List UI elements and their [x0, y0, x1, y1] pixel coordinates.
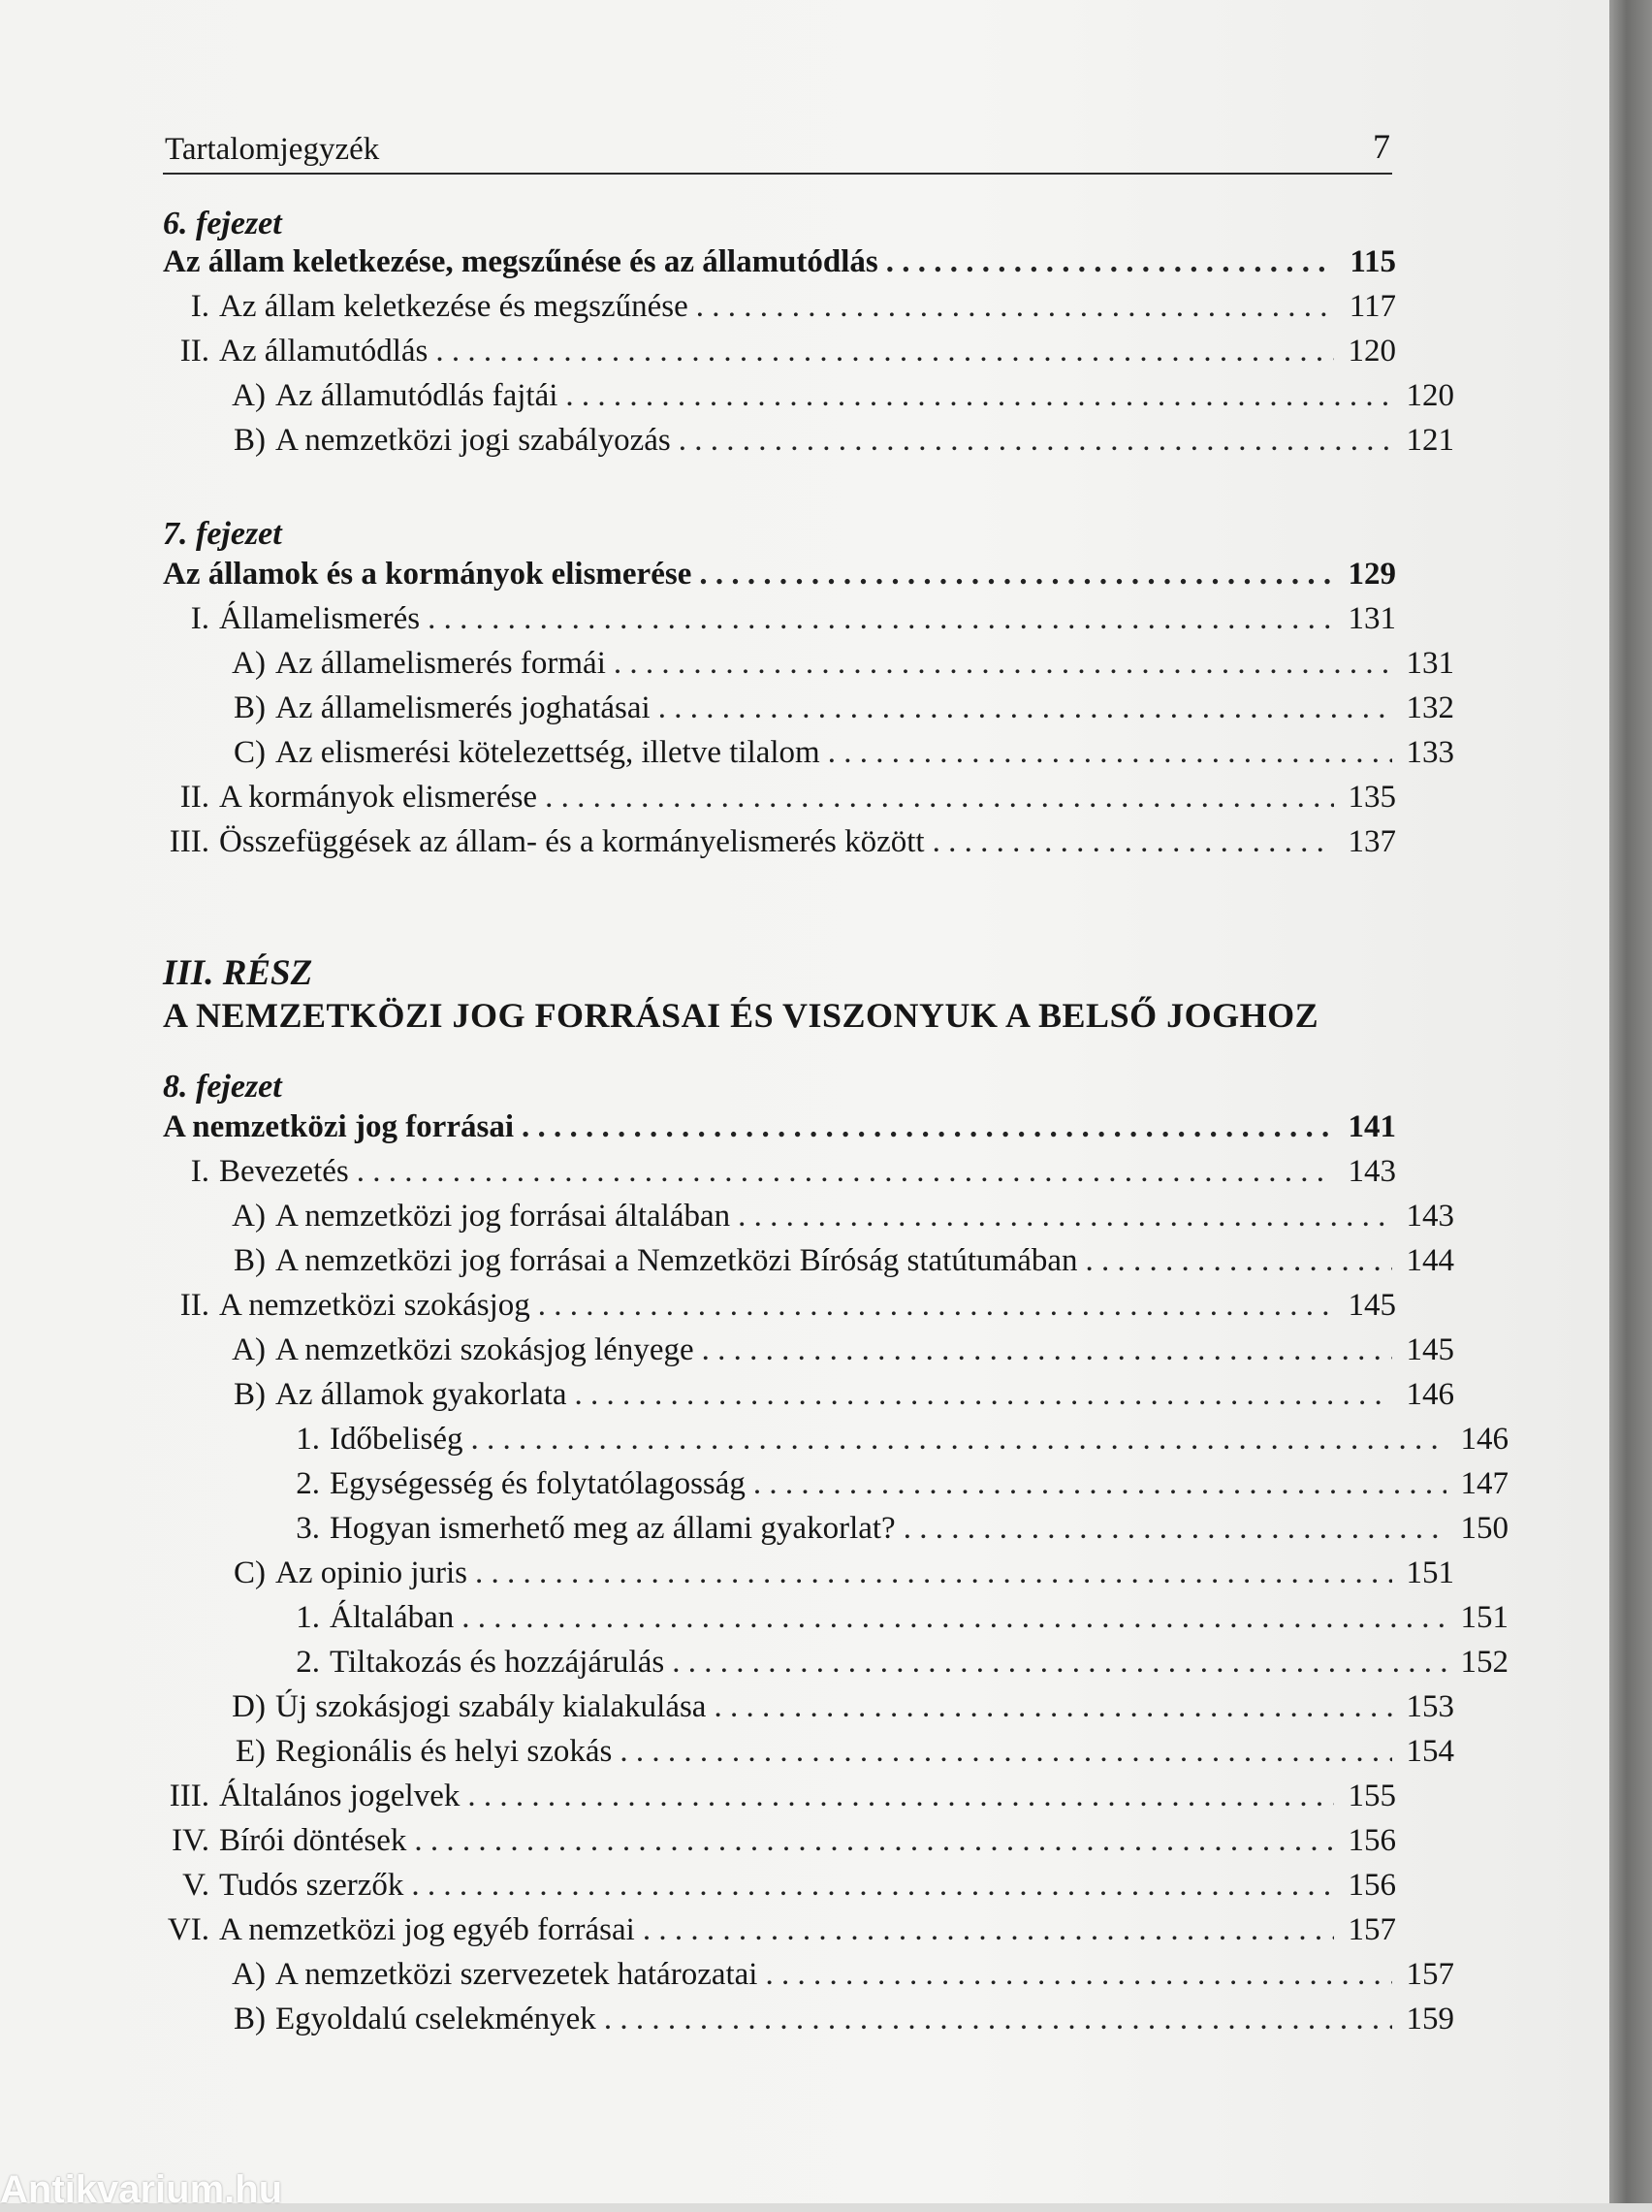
- dot-leader: [470, 1422, 1446, 1458]
- toc-entry-title: Időbeliség: [330, 1422, 463, 1457]
- dot-leader: [522, 1109, 1334, 1145]
- toc-entry[interactable]: [163, 378, 1454, 421]
- page-edge: [1609, 0, 1652, 2203]
- toc-entry-title: Az opinio juris: [275, 1555, 467, 1590]
- toc-page-number: 135: [1348, 780, 1396, 815]
- toc-page-number: 155: [1348, 1779, 1396, 1813]
- dot-leader: [1085, 1243, 1392, 1279]
- dot-leader: [765, 1957, 1392, 1993]
- toc-page-number: 146: [1460, 1422, 1509, 1457]
- toc-entry-title: A nemzetközi jog forrásai a Nemzetközi Bíróság statútumában: [275, 1243, 1078, 1278]
- dot-leader: [714, 1689, 1392, 1725]
- toc-page-number: 143: [1406, 1199, 1454, 1234]
- toc-entry-number: I.: [190, 289, 209, 324]
- toc-entry-title: A kormányok elismerése: [219, 780, 538, 815]
- toc-entry-number: D): [232, 1689, 266, 1724]
- chapter-label: 6. fejezet: [163, 206, 282, 241]
- dot-leader: [696, 289, 1334, 325]
- toc-entry-number: A): [232, 1199, 266, 1234]
- toc-page-number: 159: [1406, 2002, 1454, 2036]
- dot-leader: [475, 1555, 1392, 1591]
- toc-page-number: 144: [1406, 1243, 1454, 1278]
- toc-entry-title: Tudós szerzők: [219, 1868, 404, 1903]
- dot-leader: [575, 1377, 1392, 1413]
- toc-entry-title: Általában: [330, 1600, 455, 1635]
- dot-leader: [672, 1645, 1446, 1681]
- toc-page-number: 151: [1406, 1555, 1454, 1590]
- toc-entry[interactable]: [163, 289, 1396, 332]
- dot-leader: [411, 1868, 1334, 1904]
- toc-entry-title: Az államutódlás: [219, 334, 429, 369]
- toc-page-number: 150: [1460, 1511, 1509, 1546]
- toc-entry-number: 2.: [296, 1466, 320, 1501]
- toc-entry-title: Összefüggések az állam- és a kormányelismerés között: [219, 824, 925, 859]
- dot-leader: [414, 1823, 1334, 1859]
- toc-entry-number: B): [234, 2002, 266, 2036]
- toc-entry[interactable]: [163, 735, 1454, 778]
- toc-entry-title: A nemzetközi szokásjog: [219, 1288, 530, 1323]
- toc-page-number: 137: [1348, 824, 1396, 859]
- toc-entry[interactable]: [163, 1466, 1509, 1509]
- toc-entry-title: Államelismerés: [219, 601, 421, 636]
- toc-entry-title: Regionális és helyi szokás: [275, 1734, 613, 1769]
- toc-entry[interactable]: [163, 824, 1396, 867]
- toc-entry-title: A nemzetközi jog forrásai általában: [275, 1199, 731, 1234]
- toc-page-number: 131: [1406, 646, 1454, 681]
- dot-leader: [467, 1779, 1334, 1814]
- toc-page-number: 145: [1348, 1288, 1396, 1323]
- toc-page-number: 147: [1460, 1466, 1509, 1501]
- toc-entry[interactable]: [163, 2002, 1454, 2044]
- toc-page-number: 117: [1349, 289, 1396, 324]
- toc-page-number: 156: [1348, 1823, 1396, 1858]
- toc-page-number: 146: [1406, 1377, 1454, 1412]
- toc-entry-title: Az állam keletkezése és megszűnése: [219, 289, 688, 324]
- toc-page-number: 157: [1348, 1912, 1396, 1947]
- dot-leader: [753, 1466, 1446, 1502]
- toc-entry-number: VI.: [167, 1912, 209, 1947]
- toc-entry-number: B): [234, 1243, 266, 1278]
- toc-page-number: 143: [1348, 1154, 1396, 1189]
- toc-entry[interactable]: [163, 1823, 1396, 1866]
- toc-entry-number: 3.: [296, 1511, 320, 1546]
- running-title: Tartalomjegyzék: [165, 132, 380, 167]
- dot-leader: [614, 646, 1392, 682]
- toc-entry-title: Bevezetés: [219, 1154, 349, 1189]
- toc-entry-title: Bírói döntések: [219, 1823, 407, 1858]
- toc-entry-number: C): [234, 1555, 266, 1590]
- toc-entry-number: 1.: [296, 1422, 320, 1457]
- dot-leader: [461, 1600, 1446, 1636]
- toc-entry-number: II.: [179, 1288, 209, 1323]
- dot-leader: [658, 690, 1392, 726]
- toc-entry-number: B): [234, 423, 266, 458]
- toc-entry-title: A nemzetközi szervezetek határozatai: [275, 1957, 758, 1992]
- chapter-label: 8. fejezet: [163, 1069, 282, 1105]
- chapter-label: 7. fejezet: [163, 516, 282, 552]
- toc-entry[interactable]: [163, 1734, 1454, 1777]
- toc-page-number: 145: [1406, 1332, 1454, 1367]
- toc-page-number: 157: [1406, 1957, 1454, 1992]
- toc-page-number: 156: [1348, 1868, 1396, 1903]
- toc-entry-number: II.: [179, 780, 209, 815]
- toc-entry-number: 2.: [296, 1645, 320, 1680]
- dot-leader: [565, 378, 1392, 414]
- toc-entry-title: Tiltakozás és hozzájárulás: [330, 1645, 665, 1680]
- toc-entry[interactable]: [163, 244, 1396, 287]
- toc-entry[interactable]: [163, 780, 1396, 822]
- toc-entry[interactable]: [163, 1243, 1454, 1286]
- toc-entry-number: A): [232, 1332, 266, 1367]
- toc-entry-title: A nemzetközi jogi szabályozás: [275, 423, 671, 458]
- toc-page-number: 121: [1406, 423, 1454, 458]
- dot-leader: [828, 735, 1392, 771]
- dot-leader: [933, 824, 1334, 860]
- dot-leader: [702, 1332, 1392, 1368]
- toc-page-number: 132: [1406, 690, 1454, 725]
- part-label: III. RÉSZ: [163, 953, 313, 993]
- toc-entry-number: B): [234, 690, 266, 725]
- dot-leader: [538, 1288, 1334, 1324]
- toc-entry-title: Egyoldalú cselekmények: [275, 2002, 596, 2036]
- dot-leader: [904, 1511, 1446, 1547]
- page-number: 7: [1373, 127, 1390, 166]
- toc-entry[interactable]: [163, 1779, 1396, 1821]
- toc-entry[interactable]: [163, 1957, 1454, 2000]
- toc-page-number: 120: [1348, 334, 1396, 369]
- dot-leader: [620, 1734, 1392, 1770]
- toc-entry[interactable]: [163, 1199, 1454, 1241]
- toc-entry[interactable]: [163, 1600, 1509, 1643]
- toc-entry-title: Egységesség és folytatólagosság: [330, 1466, 746, 1501]
- dot-leader: [604, 2002, 1392, 2037]
- toc-entry-title: A nemzetközi jog forrásai: [163, 1109, 514, 1144]
- toc-entry-title: Új szokásjogi szabály kialakulása: [275, 1689, 707, 1724]
- dot-leader: [679, 423, 1392, 459]
- toc-entry[interactable]: [163, 1332, 1454, 1375]
- part-title: A NEMZETKÖZI JOG FORRÁSAI ÉS VISZONYUK A BELSŐ JOGHOZ: [163, 996, 1319, 1035]
- toc-entry-number: A): [232, 378, 266, 413]
- toc-entry[interactable]: [163, 1109, 1396, 1152]
- dot-leader: [357, 1154, 1334, 1190]
- toc-entry-title: Az államutódlás fajtái: [275, 378, 558, 413]
- toc-page-number: 133: [1406, 735, 1454, 770]
- dot-leader: [886, 244, 1334, 280]
- toc-entry-number: III.: [169, 1779, 209, 1813]
- watermark: Antikvarium.hu: [0, 2168, 283, 2211]
- toc-entry[interactable]: [163, 334, 1396, 376]
- toc-entry-number: III.: [169, 824, 209, 859]
- dot-leader: [428, 601, 1334, 637]
- toc-entry-number: V.: [182, 1868, 209, 1903]
- toc-entry-title: Általános jogelvek: [219, 1779, 461, 1813]
- toc-entry-title: Az államelismerés formái: [275, 646, 606, 681]
- toc-page-number: 120: [1406, 378, 1454, 413]
- toc-entry-number: IV.: [172, 1823, 209, 1858]
- toc-entry-title: Az államelismerés joghatásai: [275, 690, 651, 725]
- toc-entry[interactable]: [163, 1689, 1454, 1732]
- toc-page-number: 151: [1460, 1600, 1509, 1635]
- toc-entry[interactable]: [163, 1555, 1454, 1598]
- toc-entry[interactable]: [163, 1511, 1509, 1554]
- toc-entry[interactable]: [163, 1645, 1509, 1687]
- toc-entry[interactable]: [163, 423, 1454, 465]
- toc-page-number: 141: [1348, 1109, 1396, 1144]
- running-head: [163, 126, 1392, 175]
- toc-entry[interactable]: [163, 1422, 1509, 1464]
- toc-entry[interactable]: [163, 1288, 1396, 1330]
- dot-leader: [545, 780, 1334, 816]
- toc-entry-title: Az állam keletkezése, megszűnése és az államutódlás: [163, 244, 878, 279]
- toc-entry[interactable]: [163, 1377, 1454, 1420]
- toc-entry-number: 1.: [296, 1600, 320, 1635]
- toc-entry-title: Az államok gyakorlata: [275, 1377, 567, 1412]
- toc-entry[interactable]: [163, 1154, 1396, 1197]
- toc-page-number: 153: [1406, 1689, 1454, 1724]
- toc-entry[interactable]: [163, 1912, 1396, 1955]
- toc-entry-number: I.: [190, 601, 209, 636]
- toc-entry[interactable]: [163, 646, 1454, 689]
- toc-entry-title: Hogyan ismerhető meg az állami gyakorlat?: [330, 1511, 896, 1546]
- toc-entry[interactable]: [163, 1868, 1396, 1910]
- toc-page-number: 129: [1348, 557, 1396, 592]
- toc-entry-number: II.: [179, 334, 209, 369]
- toc-entry-number: C): [234, 735, 266, 770]
- dot-leader: [643, 1912, 1334, 1948]
- toc-page-number: 131: [1348, 601, 1396, 636]
- toc-entry-title: Az államok és a kormányok elismerése: [163, 557, 692, 592]
- toc-page-number: 154: [1406, 1734, 1454, 1769]
- dot-leader: [435, 334, 1334, 369]
- toc-entry[interactable]: [163, 557, 1396, 599]
- dot-leader: [699, 557, 1334, 593]
- toc-page-number: 152: [1460, 1645, 1509, 1680]
- toc-entry-title: Az elismerési kötelezettség, illetve tilalom: [275, 735, 820, 770]
- dot-leader: [738, 1199, 1392, 1234]
- toc-entry[interactable]: [163, 690, 1454, 733]
- toc-page-number: 115: [1350, 244, 1396, 279]
- toc-entry[interactable]: [163, 601, 1396, 644]
- toc-entry-title: A nemzetközi jog egyéb forrásai: [219, 1912, 635, 1947]
- toc-entry-number: A): [232, 646, 266, 681]
- toc-entry-number: I.: [190, 1154, 209, 1189]
- toc-entry-title: A nemzetközi szokásjog lényege: [275, 1332, 694, 1367]
- toc-entry-number: A): [232, 1957, 266, 1992]
- toc-entry-number: B): [234, 1377, 266, 1412]
- toc-entry-number: E): [235, 1734, 266, 1769]
